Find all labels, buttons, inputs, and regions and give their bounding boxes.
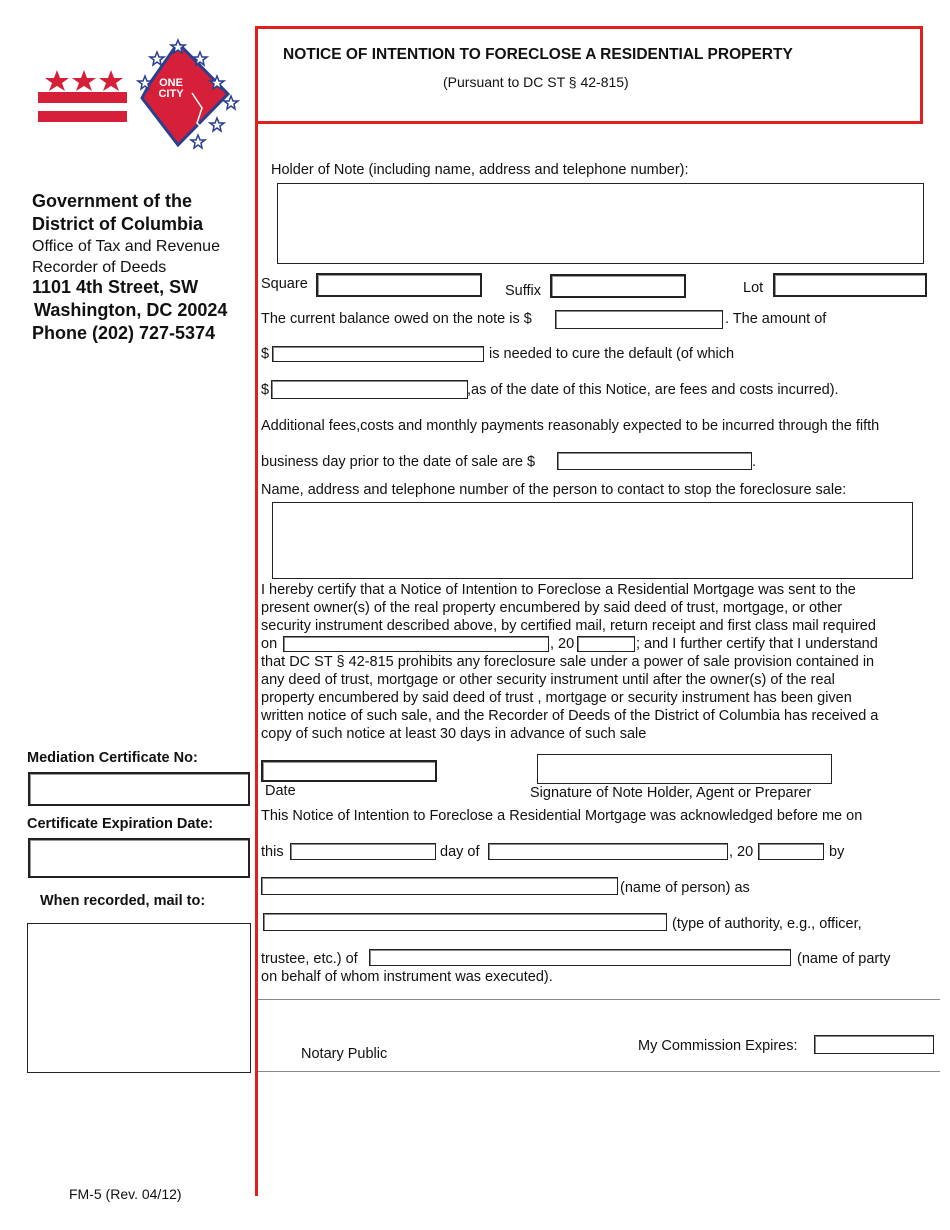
expiration-label: Certificate Expiration Date: xyxy=(27,816,214,832)
person-name-input[interactable] xyxy=(261,877,618,895)
holder-label: Holder of Note (including name, address and telephone number): xyxy=(271,162,689,178)
amount-of-text: . The amount of xyxy=(725,311,827,327)
certify-line7: property encumbered by said deed of trust , mortgage or security instrument has been given xyxy=(261,690,852,706)
mail-to-input[interactable] xyxy=(27,923,251,1073)
certify-20: , 20 xyxy=(550,636,575,652)
mail-to-label: When recorded, mail to: xyxy=(40,893,206,909)
notary-public-label: Notary Public xyxy=(301,1046,388,1062)
contact-label: Name, address and telephone number of the person to contact to stop the foreclosure sale: xyxy=(261,482,847,498)
signature-input[interactable] xyxy=(537,754,832,784)
on-behalf-label: on behalf of whom instrument was executed). xyxy=(261,969,553,985)
type-authority-label: (type of authority, e.g., officer, xyxy=(672,916,862,932)
form-subtitle: (Pursuant to DC ST § 42-815) xyxy=(443,74,629,90)
ack-year-input[interactable] xyxy=(758,843,824,860)
street-address: 1101 4th Street, SW xyxy=(32,277,199,297)
this-label: this xyxy=(261,844,284,860)
logo-text-city: CITY xyxy=(158,88,184,100)
certify-date-input[interactable] xyxy=(283,636,549,652)
square-input[interactable] xyxy=(316,273,482,297)
holder-input[interactable] xyxy=(277,183,924,264)
date-label: Date xyxy=(265,783,296,799)
certify-year-input[interactable] xyxy=(577,636,635,652)
red-header-top xyxy=(255,26,923,29)
divider-bottom xyxy=(258,1071,940,1072)
office-name: Office of Tax and Revenue xyxy=(32,238,220,255)
dollar-sign-1: $ xyxy=(261,346,270,362)
dc-one-city-logo xyxy=(32,38,242,153)
gov-line2: District of Columbia xyxy=(32,214,204,234)
cure-amount-input[interactable] xyxy=(272,346,484,362)
certify-line3: security instrument described above, by certified mail, return receipt and first class mail required xyxy=(261,618,876,634)
certify-line2: present owner(s) of the real property encumbered by said deed of trust, mortgage, or other xyxy=(261,600,843,616)
signature-label: Signature of Note Holder, Agent or Preparer xyxy=(530,785,812,801)
contact-input[interactable] xyxy=(272,502,913,579)
additional-text: Additional fees,costs and monthly payments reasonably expected to be incurred through the fifth xyxy=(261,418,880,434)
fees-text: ,as of the date of this Notice, are fees and costs incurred). xyxy=(467,382,839,398)
by-label: by xyxy=(829,844,845,860)
day-of-label: day of xyxy=(440,844,480,860)
suffix-input[interactable] xyxy=(550,274,686,298)
certify-line9: copy of such notice at least 30 days in advance of such sale xyxy=(261,726,647,742)
date-input[interactable] xyxy=(261,760,437,782)
balance-input[interactable] xyxy=(555,310,723,329)
certify-line5: that DC ST § 42-815 prohibits any foreclosure sale under a power of sale provision contained in xyxy=(261,654,875,670)
balance-text: The current balance owed on the note is $ xyxy=(261,311,532,327)
commission-label: My Commission Expires: xyxy=(638,1038,798,1054)
phone-number: Phone (202) 727-5374 xyxy=(32,323,216,343)
mediation-label: Mediation Certificate No: xyxy=(27,750,198,766)
certify-line6: any deed of trust, mortgage or other security instrument until after the owner(s) of the real xyxy=(261,672,835,688)
expiration-date-input[interactable] xyxy=(28,838,250,878)
ack-day-input[interactable] xyxy=(290,843,436,860)
commission-expires-input[interactable] xyxy=(814,1035,934,1054)
additional-fees-input[interactable] xyxy=(557,452,752,470)
party-name-input[interactable] xyxy=(369,949,791,966)
square-label: Square xyxy=(261,276,308,292)
lot-input[interactable] xyxy=(773,273,927,297)
logo-text-one: ONE xyxy=(159,77,183,89)
recorder-name: Recorder of Deeds xyxy=(32,259,167,276)
fees-amount-input[interactable] xyxy=(271,380,468,399)
authority-type-input[interactable] xyxy=(263,913,667,931)
business-day-text: business day prior to the date of sale are $ xyxy=(261,454,536,470)
suffix-label: Suffix xyxy=(505,283,542,299)
certify-line1: I hereby certify that a Notice of Intention to Foreclose a Residential Mortgage was sent to the xyxy=(261,582,856,598)
lot-label: Lot xyxy=(743,280,764,296)
red-header-right xyxy=(920,26,923,124)
divider-top xyxy=(258,999,940,1000)
certify-line8: written notice of such sale, and the Recorder of Deeds of the District of Columbia has received a xyxy=(261,708,879,724)
name-of-party-label: (name of party xyxy=(797,951,891,967)
mediation-certificate-input[interactable] xyxy=(28,772,250,806)
red-header-bottom xyxy=(255,121,923,124)
form-id: FM-5 (Rev. 04/12) xyxy=(69,1186,182,1202)
comma-20-label: , 20 xyxy=(729,844,754,860)
cure-text: is needed to cure the default (of which xyxy=(489,346,735,362)
form-title: NOTICE OF INTENTION TO FORECLOSE A RESIDENTIAL PROPERTY xyxy=(283,46,793,63)
ack-text: This Notice of Intention to Foreclose a Residential Mortgage was acknowledged before me on xyxy=(261,808,863,824)
red-left-rule xyxy=(255,28,258,1196)
trustee-label: trustee, etc.) of xyxy=(261,951,358,967)
gov-line1: Government of the xyxy=(32,191,193,211)
certify-rest: ; and I further certify that I understand xyxy=(636,636,878,652)
name-of-person-label: (name of person) as xyxy=(620,880,750,896)
period-text: . xyxy=(752,454,757,470)
certify-on: on xyxy=(261,636,278,652)
ack-month-input[interactable] xyxy=(488,843,728,860)
city-address: Washington, DC 20024 xyxy=(34,300,228,320)
dollar-sign-2: $ xyxy=(261,382,270,398)
